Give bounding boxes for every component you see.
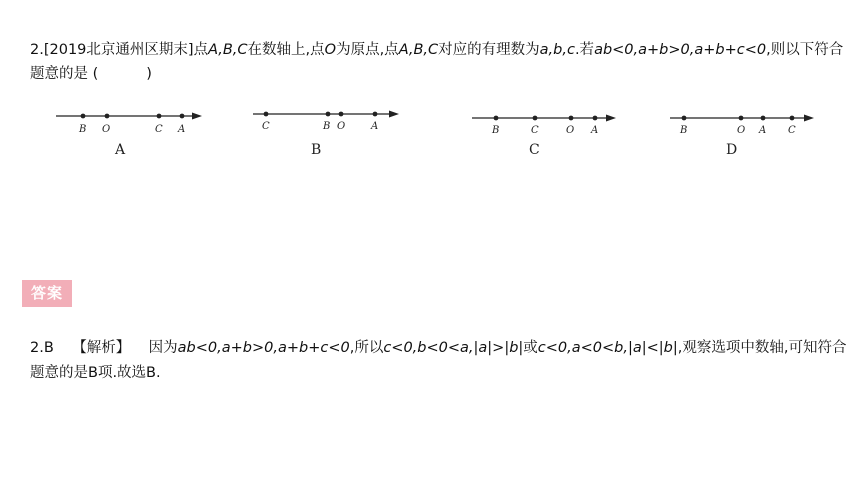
solution-part: ,所以 bbox=[349, 340, 384, 356]
condition: ab<0,a+b>0,a+b+c<0 bbox=[594, 42, 767, 58]
number-line-c bbox=[472, 106, 632, 166]
number-line-a bbox=[56, 106, 216, 166]
option-c[interactable] bbox=[472, 106, 632, 166]
point-o bbox=[739, 116, 744, 121]
question-text bbox=[30, 38, 850, 86]
answer-badge: 答案 bbox=[22, 280, 72, 307]
stem-part: 为原点,点 bbox=[336, 42, 399, 58]
label-a: A bbox=[371, 121, 379, 132]
label-o: O bbox=[566, 125, 575, 136]
point-a bbox=[373, 112, 378, 117]
solution-number: 2.B bbox=[30, 340, 54, 356]
option-b[interactable] bbox=[253, 106, 413, 166]
label-a: A bbox=[178, 124, 186, 135]
point-c bbox=[264, 112, 269, 117]
point-c bbox=[790, 116, 795, 121]
solution-text bbox=[30, 336, 850, 386]
point-o bbox=[339, 112, 344, 117]
point-a bbox=[761, 116, 766, 121]
solution-condition: ab<0,a+b>0,a+b+c<0 bbox=[177, 340, 350, 356]
label-o: O bbox=[102, 124, 111, 135]
label-c: C bbox=[531, 125, 539, 136]
point-b bbox=[326, 112, 331, 117]
option-a[interactable] bbox=[56, 106, 216, 166]
point-a bbox=[180, 114, 185, 119]
label-b: B bbox=[492, 125, 500, 136]
paren-close: ) bbox=[146, 66, 152, 82]
label-b: B bbox=[323, 121, 331, 132]
point-o bbox=[105, 114, 110, 119]
option-letter: D bbox=[726, 142, 738, 158]
solution-part: ,观察选项中数轴,可知符合题意的是B项.故选B. bbox=[30, 340, 847, 381]
question-source: [2019北京通州区期末] bbox=[43, 42, 194, 58]
label-b: B bbox=[79, 124, 87, 135]
point-a bbox=[593, 116, 598, 121]
points-ref: A,B,C bbox=[398, 42, 439, 58]
number-line-d bbox=[670, 106, 830, 166]
label-c: C bbox=[788, 125, 796, 136]
question-number: 2. bbox=[30, 42, 44, 58]
solution-part: 或 bbox=[523, 340, 538, 356]
stem-part: 点 bbox=[193, 42, 209, 58]
point-o bbox=[569, 116, 574, 121]
label-o: O bbox=[337, 121, 346, 132]
points-ref: A,B,C bbox=[208, 42, 248, 58]
option-letter: C bbox=[529, 142, 540, 158]
point-c bbox=[533, 116, 538, 121]
point-c bbox=[157, 114, 162, 119]
label-a: A bbox=[591, 125, 599, 136]
solution-tag: 【解析】 bbox=[72, 340, 131, 356]
stem-part: .若 bbox=[574, 42, 595, 58]
label-c: C bbox=[262, 121, 270, 132]
solution-case-1: c<0,b<0<a,|a|>|b| bbox=[383, 340, 524, 356]
option-letter: A bbox=[115, 142, 126, 158]
point-b bbox=[682, 116, 687, 121]
label-a: A bbox=[759, 125, 767, 136]
origin-ref: O bbox=[324, 42, 337, 58]
point-b bbox=[81, 114, 86, 119]
stem-part: ,则以下符合题意的是 ( bbox=[30, 42, 844, 82]
option-letter: B bbox=[311, 142, 322, 158]
label-o: O bbox=[737, 125, 746, 136]
number-line-b bbox=[253, 106, 413, 166]
stem-part: 对应的有理数为 bbox=[438, 42, 540, 58]
solution-case-2: c<0,a<0<b,|a|<|b| bbox=[537, 340, 678, 356]
label-c: C bbox=[155, 124, 163, 135]
label-b: B bbox=[680, 125, 688, 136]
point-b bbox=[494, 116, 499, 121]
option-d[interactable] bbox=[670, 106, 830, 166]
values-ref: a,b,c bbox=[539, 42, 575, 58]
solution-part: 因为 bbox=[148, 340, 178, 356]
stem-part: 在数轴上,点 bbox=[247, 42, 325, 58]
